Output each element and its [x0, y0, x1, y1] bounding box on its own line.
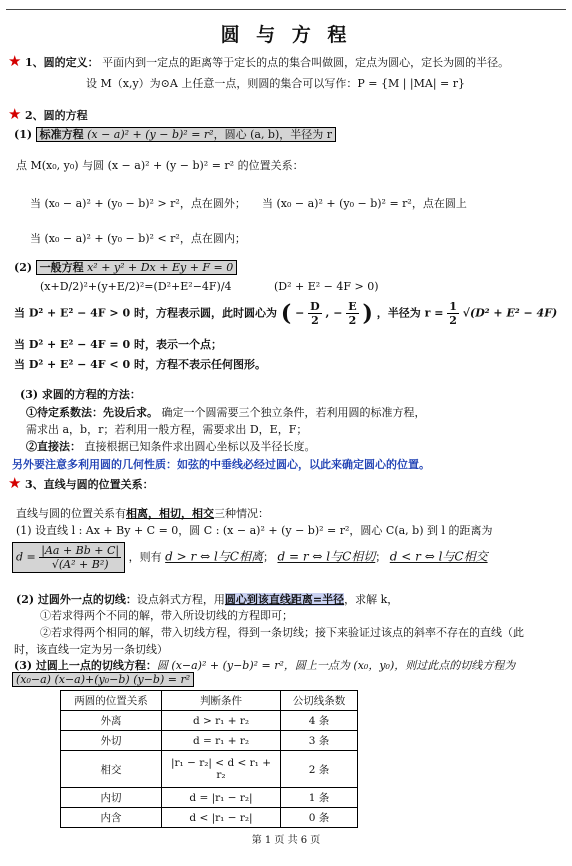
line-circle-intro [16, 505, 269, 521]
distance-setup: (1) 设直线 l : Ax + By + C = 0，圆 C : (x − a)² + (y − b)² = r²，圆心 C(a, b) 到 l 的距离为 [16, 524, 493, 537]
table-cell: |r₁ − r₂| < d < r₁ + r₂ [162, 751, 281, 788]
relation-separate: d > r ⇔ l与C相离 [165, 549, 263, 564]
table-row [61, 788, 358, 808]
point-circle-relation-intro: 点 M(x₀, y₀) 与圆 (x − a)² + (y − b)² = r² 的位置关系： [16, 159, 304, 172]
case-circle-line [14, 300, 557, 327]
case-point-line: 当 D² + E² − 4F = 0 时，表示一个点； [14, 338, 222, 351]
left-paren: ( [280, 300, 292, 327]
distance-relation-line: d = $\frac{|Aa + Bb + C|}{\text{√(A² + B²)}}$ ，则有 d > r ⇔ l与C相离； d = r ⇔ l与C相切； d < r ⇔ l与C相交 [12, 542, 488, 573]
center-x-denominator: 2 [311, 314, 319, 327]
method-2-text: 直接根据已知条件求出圆心坐标以及半径长度。 [84, 440, 316, 453]
radius-numerator: 1 [449, 300, 457, 313]
table-cell: d = |r₁ − r₂| [162, 788, 281, 808]
distance-formula-box [12, 542, 125, 573]
point-tangent-equation-line [12, 673, 194, 686]
radius-root: √(D² + E² − 4F) [462, 306, 558, 320]
table-cell: 外切 [61, 731, 162, 751]
relation-intersect: d < r ⇔ l与C相交 [389, 549, 488, 564]
center-y-numerator: E [348, 300, 357, 313]
point-outside-condition: 当 (x₀ − a)² + (y₀ − b)² > r²，点在圆外； [30, 197, 246, 210]
geometry-note: 另外要注意多利用圆的几何性质：如弦的中垂线必经过圆心，以此来确定圆心的位置。 [12, 458, 430, 471]
standard-equation-center-radius: ，圆心 (a, b)，半径为 r [213, 128, 333, 141]
table-row [61, 751, 358, 788]
table-cell: 2 条 [281, 751, 358, 788]
intro-text-end: 三种情况： [214, 507, 269, 520]
table-header: 两圆的位置关系 [61, 691, 162, 711]
method-2-label: ②直接法： [26, 440, 81, 453]
table-cell: d < |r₁ − r₂| [162, 808, 281, 828]
section-2-heading-line [8, 105, 88, 123]
standard-equation: (x − a)² + (y − b)² = r² [87, 128, 214, 141]
table-cell: 4 条 [281, 711, 358, 731]
table-row [61, 808, 358, 828]
external-tangent-line [16, 591, 398, 607]
general-equation: x² + y² + Dx + Ey + F = 0 [87, 261, 234, 274]
section-3-heading: 3、直线与圆的位置关系： [24, 478, 154, 491]
circle-set-definition: 设 M（x,y）为⊙A 上任意一点，则圆的集合可以写作：P = {M | |MA| = r} [86, 77, 465, 90]
external-tangent-case-2: ②若求得两个相同的解，带入切线方程，得到一条切线；接下来验证过该点的斜率不存在的直线（此 [40, 626, 524, 639]
center-y-denominator: 2 [348, 314, 357, 327]
general-equation-line [14, 259, 237, 275]
case-circle-text: 当 D² + E² − 4F > 0 时，方程表示圆，此时圆心为 [14, 306, 277, 320]
table-row [61, 711, 358, 731]
table-header-row [61, 691, 358, 711]
section-1-heading-line [8, 52, 509, 70]
completed-square-form: (x+D/2)²+(y+E/2)²=(D²+E²−4F)/4 [40, 280, 232, 293]
general-equation-label: 一般方程 [39, 261, 84, 274]
point-on-circle-tangent-line [14, 657, 515, 673]
table-header: 判断条件 [162, 691, 281, 711]
table-cell: 0 条 [281, 808, 358, 828]
page-footer: 第 1 页 共 6 页 [251, 835, 321, 846]
minus-sign: − [295, 306, 305, 320]
method-1-label: ①待定系数法：先设后求。 [26, 406, 158, 419]
distance-lhs: d = [16, 550, 36, 564]
header-rule [6, 9, 566, 10]
center-y-fraction [346, 300, 358, 327]
method-1-line [26, 404, 426, 420]
comma-sign: , [325, 306, 330, 320]
standard-equation-line [14, 126, 336, 142]
point-inside-condition: 当 (x₀ − a)² + (y₀ − b)² < r²，点在圆内； [30, 232, 246, 245]
distance-equals-radius: 圆心到该直线距离=半径 [224, 593, 345, 606]
item-number: (2) [14, 261, 33, 274]
star-icon: ★ [8, 52, 22, 70]
external-tangent-text-end: ，求解 k， [344, 593, 399, 606]
minus-sign: − [333, 306, 343, 320]
table-cell: 内含 [61, 808, 162, 828]
distance-numerator: |Aa + Bb + C| [41, 544, 120, 557]
header-rule-tick [238, 6, 248, 10]
table-row [61, 731, 358, 751]
distance-denominator: √(A² + B²) [51, 558, 109, 571]
method-2-line [26, 438, 316, 454]
section-1-text: 平面内到一定点的距离等于定长的点的集合叫做圆，定点为圆心，定长为圆的半径。 [102, 56, 510, 69]
general-equation-box [36, 260, 238, 275]
table-cell: 外离 [61, 711, 162, 731]
table-cell: d > r₁ + r₂ [162, 711, 281, 731]
external-tangent-text: 设点斜式方程，用 [136, 593, 225, 606]
item-number: (1) [14, 128, 33, 141]
page-title: 圆 与 方 程 [220, 24, 352, 46]
table-cell: 3 条 [281, 731, 358, 751]
case-none-line: 当 D² + E² − 4F < 0 时，方程不表示任何图形。 [14, 358, 266, 371]
point-on-circle-condition: 当 (x₀ − a)² + (y₀ − b)² = r²，点在圆上 [262, 197, 467, 210]
table-cell: 1 条 [281, 788, 358, 808]
standard-equation-label: 标准方程 [39, 128, 84, 141]
point-tangent-text: 圆 (x−a)² + (y−b)² = r²，圆上一点为 (x₀，y₀)，则过此点的切线方程为 [156, 659, 516, 672]
table-cell: d = r₁ + r₂ [162, 731, 281, 751]
section-1-heading: 1、圆的定义： [24, 56, 99, 69]
external-tangent-case-1: ①若求得两个不同的解，带入所设切线的方程即可； [40, 609, 293, 622]
external-tangent-case-2-cont: 时，该直线一定为另一条切线） [14, 643, 168, 656]
external-tangent-label: (2) 过圆外一点的切线： [16, 593, 137, 606]
right-paren: ) [362, 300, 373, 327]
method-1-text: 确定一个圆需要三个独立条件，若利用圆的标准方程， [161, 406, 426, 419]
star-icon: ★ [8, 474, 22, 492]
standard-equation-box [36, 127, 336, 142]
table-cell: 相交 [61, 751, 162, 788]
relation-tangent: d = r ⇔ l与C相切 [277, 549, 376, 564]
table-cell: 内切 [61, 788, 162, 808]
method-1-text-2: 需求出 a，b，r；若利用一般方程，需要求出 D，E，F； [26, 423, 308, 436]
radius-fraction [447, 300, 459, 327]
section-3-heading-line [8, 474, 154, 492]
three-relations: 相离，相切，相交 [126, 507, 214, 520]
radius-denominator: 2 [449, 314, 457, 327]
section-2-heading: 2、圆的方程 [24, 109, 88, 122]
two-circles-table [60, 690, 358, 828]
star-icon: ★ [8, 105, 22, 123]
point-tangent-equation: (x₀−a) (x−a)+(y₀−b) (y−b) = r² [12, 672, 194, 687]
radius-text: ，半径为 r = [376, 306, 444, 320]
point-tangent-label: (3) 过圆上一点的切线方程： [14, 659, 157, 672]
intro-text: 直线与圆的位置关系有 [16, 507, 126, 520]
distance-fraction [39, 544, 121, 571]
methods-heading: (3) 求圆的方程的方法： [20, 388, 141, 401]
table-header: 公切线条数 [281, 691, 358, 711]
then-text: ，则有 [128, 550, 162, 564]
center-x-numerator: D [310, 300, 320, 313]
center-x-fraction [308, 300, 322, 327]
general-equation-condition: (D² + E² − 4F > 0) [274, 280, 379, 293]
